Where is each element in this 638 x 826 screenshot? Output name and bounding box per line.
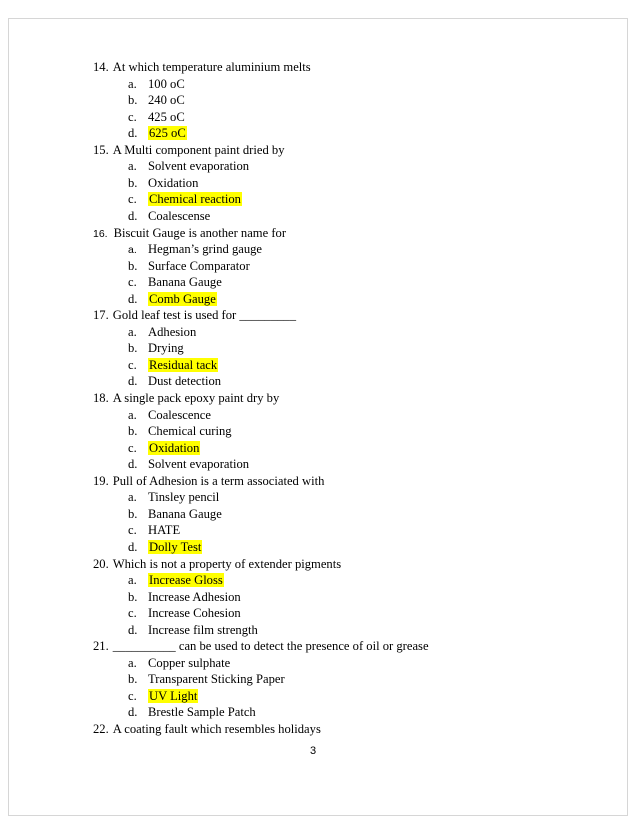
question-number: 15.	[93, 142, 109, 157]
option-letter: d.	[128, 622, 138, 637]
option-text: Solvent evaporation	[148, 159, 250, 174]
answer-option	[128, 671, 285, 688]
answer-option	[128, 622, 258, 639]
option-text: Banana Gauge	[148, 275, 222, 290]
answer-option	[128, 258, 250, 275]
option-letter: b.	[128, 589, 138, 604]
option-text: Tinsley pencil	[148, 490, 220, 505]
option-letter: d.	[128, 457, 138, 472]
option-letter: a.	[128, 244, 137, 257]
highlighted-answer: Oxidation	[149, 440, 200, 455]
option-text: Coalescense	[148, 208, 211, 223]
option-letter: d.	[128, 539, 138, 554]
option-letter: a.	[128, 490, 137, 505]
answer-option	[128, 539, 202, 556]
option-text: Banana Gauge	[148, 506, 222, 521]
option-letter: c.	[128, 275, 137, 290]
question-20	[93, 556, 341, 573]
option-letter: a.	[128, 159, 137, 174]
question-number: 22.	[93, 722, 109, 736]
question-number: 17.	[93, 308, 109, 323]
answer-option	[128, 373, 221, 390]
option-text: Increase Cohesion	[148, 606, 241, 621]
highlighted-answer: Chemical reaction	[149, 192, 241, 207]
question-18	[93, 390, 279, 407]
answer-option	[128, 175, 198, 192]
option-text: Solvent evaporation	[148, 457, 250, 472]
highlighted-answer: Increase Gloss	[149, 573, 223, 588]
question-16	[93, 225, 286, 242]
answer-option	[128, 605, 241, 622]
question-number: 19.	[93, 473, 109, 488]
option-text: Dust detection	[148, 374, 222, 389]
question-text: Biscuit Gauge is another name for	[113, 225, 287, 240]
answer-option	[128, 655, 230, 672]
answer-option	[128, 324, 196, 341]
option-letter: d.	[128, 705, 138, 720]
option-letter: a.	[128, 655, 137, 670]
answer-option	[128, 125, 187, 142]
question-number: 14.	[93, 60, 109, 74]
answer-option	[128, 704, 256, 721]
option-letter: d.	[128, 291, 138, 306]
highlighted-answer: Dolly Test	[149, 539, 202, 554]
option-letter: c.	[128, 357, 137, 372]
option-text: 100 oC	[148, 76, 185, 91]
question-number: 20.	[93, 556, 109, 571]
option-letter: d.	[128, 126, 138, 141]
answer-option	[128, 340, 184, 357]
option-text: Increase Adhesion	[148, 589, 241, 604]
answer-option	[128, 357, 218, 374]
answer-option	[128, 274, 222, 291]
option-text: 240 oC	[148, 93, 185, 108]
option-letter: c.	[128, 606, 137, 621]
option-letter: b.	[128, 424, 138, 439]
answer-option	[128, 489, 219, 506]
question-text: A coating fault which resembles holidays	[112, 722, 321, 736]
question-number: 21.	[93, 639, 109, 654]
question-text: Which is not a property of extender pigments	[112, 556, 342, 571]
answer-option	[128, 109, 185, 126]
question-text: A single pack epoxy paint dry by	[112, 391, 280, 405]
option-letter: d.	[128, 374, 138, 389]
option-letter: b.	[128, 341, 138, 356]
question-21	[93, 638, 429, 655]
answer-option	[128, 208, 210, 225]
option-text: Drying	[148, 341, 184, 356]
option-text: Surface Comparator	[148, 258, 250, 273]
option-letter: d.	[128, 208, 138, 223]
option-text: Hegman’s grind gauge	[148, 242, 263, 257]
option-text: 425 oC	[148, 109, 185, 124]
option-text: Copper sulphate	[148, 655, 231, 670]
question-text: Pull of Adhesion is a term associated with	[112, 473, 325, 488]
question-14	[93, 59, 311, 76]
question-15	[93, 142, 285, 159]
option-letter: a.	[128, 324, 137, 339]
option-letter: b.	[128, 258, 138, 273]
question-text: Gold leaf test is used for _________	[112, 308, 297, 323]
highlighted-answer: 625 oC	[149, 126, 186, 141]
question-22	[93, 721, 321, 738]
option-letter: b.	[128, 175, 138, 190]
option-letter: a.	[128, 573, 137, 588]
option-letter: b.	[128, 93, 138, 108]
answer-option	[128, 440, 200, 457]
option-letter: a.	[128, 407, 137, 422]
question-number: 18.	[93, 391, 109, 405]
option-letter: c.	[128, 440, 137, 455]
question-text: __________ can be used to detect the presence of oil or grease	[112, 639, 429, 654]
page-number: 3	[310, 745, 317, 757]
option-letter: b.	[128, 506, 138, 521]
option-letter: a.	[128, 76, 137, 91]
option-text: Chemical curing	[148, 424, 232, 439]
answer-option	[128, 158, 249, 175]
option-text: Coalescence	[148, 407, 211, 422]
answer-option	[128, 506, 222, 523]
answer-option	[128, 522, 180, 539]
highlighted-answer: UV Light	[149, 688, 198, 703]
answer-option	[128, 407, 211, 424]
option-text: Adhesion	[148, 324, 197, 339]
answer-option	[128, 291, 217, 308]
answer-option	[128, 191, 242, 208]
answer-option	[128, 76, 185, 93]
answer-option	[128, 589, 241, 606]
option-letter: c.	[128, 192, 137, 207]
answer-option	[128, 241, 262, 258]
highlighted-answer: Comb Gauge	[149, 291, 216, 306]
question-19	[93, 473, 324, 490]
option-letter: b.	[128, 672, 138, 687]
answer-option	[128, 572, 224, 589]
highlighted-answer: Residual tack	[149, 357, 218, 372]
option-text: Brestle Sample Patch	[148, 705, 256, 720]
option-letter: c.	[128, 688, 137, 703]
option-text: Transparent Sticking Paper	[148, 672, 285, 687]
option-letter: c.	[128, 523, 137, 538]
answer-option	[128, 688, 198, 705]
question-text: At which temperature aluminium melts	[112, 60, 311, 74]
option-text: HATE	[148, 523, 181, 538]
option-text: Oxidation	[148, 175, 199, 190]
option-letter: c.	[128, 109, 137, 124]
answer-option	[128, 456, 249, 473]
question-number: 16.	[93, 227, 108, 240]
option-text: Increase film strength	[148, 622, 258, 637]
answer-option	[128, 423, 232, 440]
question-17	[93, 307, 296, 324]
answer-option	[128, 92, 185, 109]
question-text: A Multi component paint dried by	[112, 142, 285, 157]
